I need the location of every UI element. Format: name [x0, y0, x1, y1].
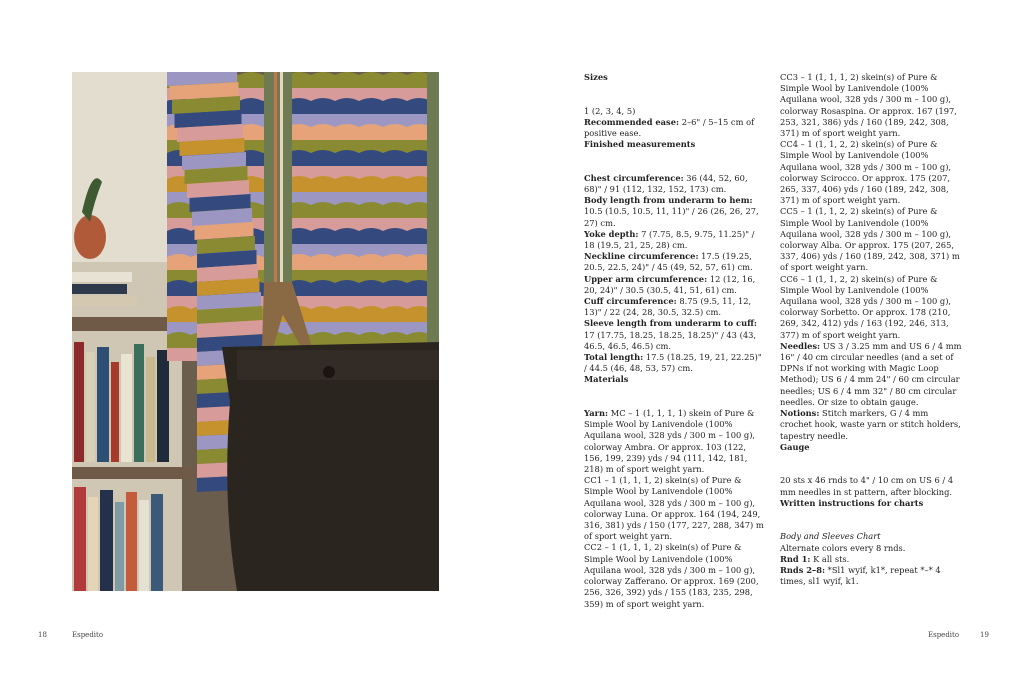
needles-label: Needles: [780, 340, 821, 351]
footer-right-page-number: 19 [980, 631, 989, 639]
measurement-text: 12 (12, 16, 20, 24)" / 30.5 (30.5, 41, 51, 61) cm. [584, 273, 756, 295]
yarn-mc [584, 408, 766, 475]
ease-text: 2–6" / 5–15 cm of positive ease. [584, 116, 755, 138]
recommended-ease [584, 117, 766, 139]
gauge-text: 20 sts x 46 rnds to 4" / 10 cm on US 6 / 4 mm needles in st pattern, after blocking. [780, 475, 954, 497]
measurement-item [584, 251, 766, 273]
yarn-cc2: CC2 – 1 (1, 1, 1, 2) skein(s) of Pure & Simple Wool by Lanivendole (100% Aquilana wool, 328 yds / 300 m – 100 g), colorway Zafferano. Or approx. 169 (200, 256, 326, 392) yds / 155 (183, 235, 298, 359) m of sport weight yarn. [584, 542, 759, 609]
notions-label: Notions: [780, 408, 820, 419]
yarn-cc1: CC1 – 1 (1, 1, 1, 2) skein(s) of Pure & Simple Wool by Lanivendole (100% Aquilana wool, 328 yds / 300 m – 100 g), colorway Luna. Or approx. 164 (194, 249, 316, 381) yds / 150 (177, 227, 288, 347) m of sport weight yarn. [584, 475, 764, 542]
yarn-label: Yarn: [584, 408, 609, 419]
yarn-cc4: CC4 – 1 (1, 1, 2, 2) skein(s) of Pure & Simple Wool by Lanivendole (100% Aquilana wool, 328 yds / 300 m – 100 g), colorway Scirocco. Or approx. 175 (207, 265, 337, 406) yds / 160 (189, 242, 308, 371) m of sport weight yarn. [780, 139, 952, 206]
rnd-2-8-text: *Sl1 wyif, k1*, repeat *–* 4 times, sl1 wyif, k1. [780, 564, 941, 587]
measurement-text: 8.75 (9.5, 11, 12, 13)" / 22 (24, 28, 30.5, 32.5) cm. [584, 296, 752, 318]
measurement-label: Chest circumference: [584, 172, 684, 183]
footer-left-title: Espedito [72, 631, 104, 639]
measurement-label: Upper arm circumference: [584, 273, 708, 284]
measurement-label: Neckline circumference: [584, 251, 699, 262]
measurement-item [584, 274, 766, 296]
sweater-photo [72, 72, 439, 591]
text-column-right [780, 72, 962, 587]
measurement-text: 36 (44, 52, 60, 68)" / 91 (112, 132, 152, 173) cm. [584, 172, 748, 194]
needles-text: US 3 / 3.25 mm and US 6 / 4 mm 16" / 40 cm circular needles (and a set of DPNs if not working with Magic Loop Method); US 6 / 4 mm 24" / 60 cm circular needles; US 6 / 4 mm 32" / 80 cm circular needles. Or size to obtain gauge. [780, 340, 962, 407]
rnd-2-8 [780, 565, 962, 587]
measurement-item [584, 229, 766, 251]
notions [780, 408, 962, 442]
measurement-item [584, 195, 766, 229]
rnd-1-text: K all sts. [810, 553, 850, 564]
measurement-text: 17.5 (18.25, 19, 21, 22.25)" / 44.5 (46, 48, 53, 57) cm. [584, 352, 762, 374]
measurement-label: Cuff circumference: [584, 296, 677, 307]
yarn-mc-text: MC – 1 (1, 1, 1, 1) skein of Pure & Simple Wool by Lanivendole (100% Aquilana wool, 328 yds / 300 m – 100 g), colorway Ambra. Or approx. 103 (122, 156, 199, 239) yds / 94 (111, 142, 181, 218) m of sport weight yarn. [584, 408, 756, 475]
measurement-text: 17 (17.75, 18.25, 18.25, 18.25)" / 43 (43, 46.5, 46.5, 46.5) cm. [584, 329, 757, 351]
measurement-item [584, 173, 766, 195]
measurement-item [584, 296, 766, 318]
rnd-1 [780, 554, 962, 565]
measurement-text: 10.5 (10.5, 10.5, 11, 11)" / 26 (26, 26, 27, 27) cm. [584, 206, 759, 228]
chart-title: Body and Sleeves Chart [780, 531, 881, 542]
measurement-label: Body length from underarm to hem: [584, 195, 753, 206]
measurement-text: 17.5 (19.25, 20.5, 22.5, 24)" / 45 (49, 52, 57, 61) cm. [584, 251, 753, 273]
measurement-text: 7 (7.75, 8.5, 9.75, 11.25)" / 18 (19.5, 21, 25, 28) cm. [584, 228, 755, 251]
footer-left-page-number: 18 [38, 631, 47, 639]
materials-heading: Materials [584, 374, 629, 385]
sizes-list: 1 (2, 3, 4, 5) [584, 105, 636, 116]
written-instructions-heading: Written instructions for charts [780, 497, 924, 508]
photo-illustration [72, 72, 439, 591]
footer-right-title: Espedito [928, 631, 960, 639]
gauge-heading: Gauge [780, 441, 810, 452]
ease-label: Recommended ease: [584, 116, 680, 127]
chart-intro: Alternate colors every 8 rnds. [780, 542, 906, 553]
text-column-left [584, 72, 766, 610]
rnd-2-8-label: Rnds 2–8: [780, 564, 826, 575]
sizes-heading: Sizes [584, 72, 608, 82]
measurement-item [584, 352, 766, 374]
needles [780, 341, 962, 408]
measurement-label: Total length: [584, 352, 644, 363]
rnd-1-label: Rnd 1: [780, 553, 811, 564]
finished-heading: Finished measurements [584, 139, 696, 150]
yarn-cc6: CC6 – 1 (1, 1, 2, 2) skein(s) of Pure & Simple Wool by Lanivendole (100% Aquilana wool, 328 yds / 300 m – 100 g), colorway Sorbetto. Or approx. 178 (210, 269, 342, 412) yds / 163 (192, 246, 313, 377) m of sport weight yarn. [780, 273, 952, 340]
yarn-cc5: CC5 – 1 (1, 1, 2, 2) skein(s) of Pure & Simple Wool by Lanivendole (100% Aquilana wool, 328 yds / 300 m – 100 g), colorway Alba. Or approx. 175 (207, 265, 337, 406) yds / 160 (189, 242, 308, 371) m of sport weight yarn. [780, 206, 960, 273]
measurement-label: Yoke depth: [584, 228, 639, 239]
notions-text: Stitch markers, G / 4 mm crochet hook, waste yarn or stitch holders, tapestry needle. [780, 408, 961, 441]
measurements-list [584, 173, 766, 375]
measurement-label: Sleeve length from underarm to cuff: [584, 318, 757, 329]
measurement-item [584, 318, 766, 352]
yarn-cc3: CC3 – 1 (1, 1, 1, 2) skein(s) of Pure & Simple Wool by Lanivendole (100% Aquilana wool, 328 yds / 300 m – 100 g), colorway Rosaspina. Or approx. 167 (197, 253, 321, 386) yds / 160 (189, 242, 308, 371) m of sport weight yarn. [780, 72, 957, 139]
